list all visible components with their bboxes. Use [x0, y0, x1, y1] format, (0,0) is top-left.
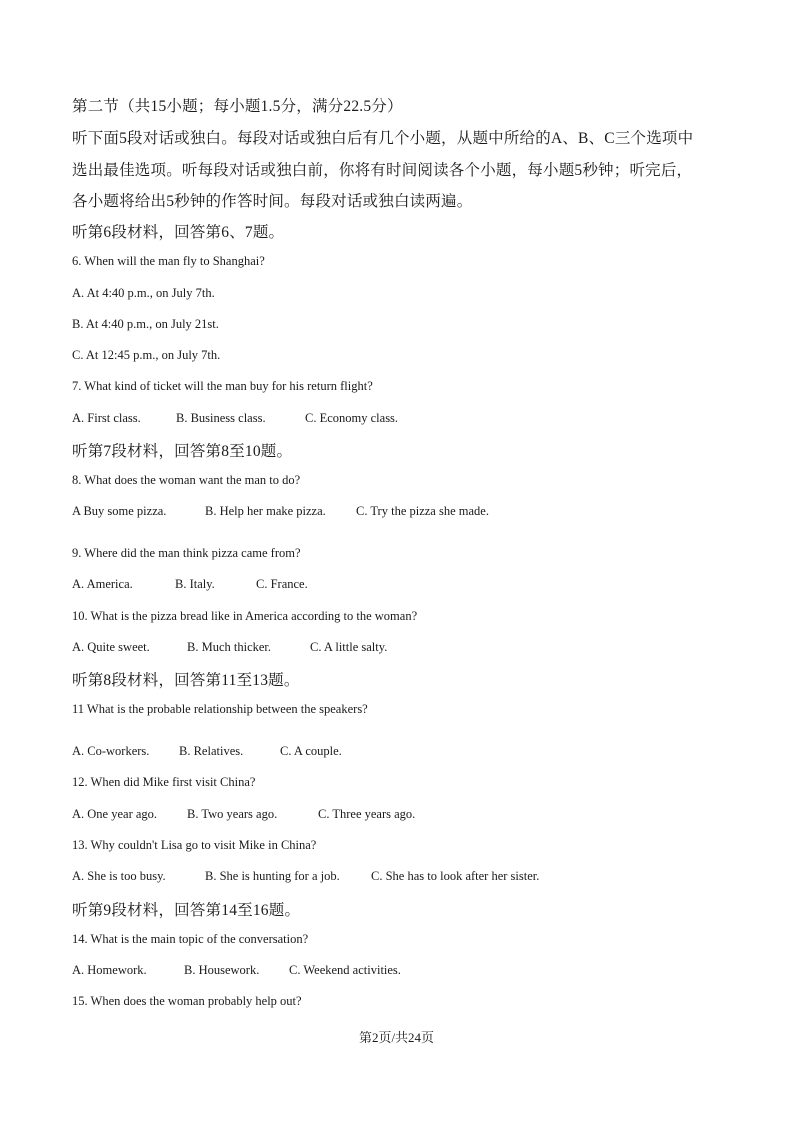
- question-11-option-b: B. Relatives.: [179, 744, 244, 758]
- question-13-option-a: A. She is too busy.: [72, 869, 166, 883]
- group-heading-9: 听第9段材料，回答第14至16题。: [72, 902, 301, 919]
- group-heading-6: 听第6段材料，回答第6、7题。: [72, 224, 285, 241]
- instructions-line-2: 选出最佳选项。听每段对话或独白前，你将有时间阅读各个小题，每小题5秒钟；听完后，: [72, 162, 693, 179]
- question-9-option-b: B. Italy.: [175, 577, 215, 591]
- question-11: 11 What is the probable relationship between the speakers?: [72, 702, 368, 716]
- group-heading-8: 听第8段材料，回答第11至13题。: [72, 672, 300, 689]
- question-13-option-b: B. She is hunting for a job.: [205, 869, 340, 883]
- question-12-options: [72, 807, 415, 822]
- question-10-option-a: A. Quite sweet.: [72, 640, 150, 654]
- question-8-options: [72, 504, 489, 519]
- question-13-option-c: C. She has to look after her sister.: [371, 869, 540, 883]
- question-6: 6. When will the man fly to Shanghai?: [72, 254, 265, 268]
- question-7-option-b: B. Business class.: [176, 411, 266, 425]
- question-6-option-c: C. At 12:45 p.m., on July 7th.: [72, 348, 221, 362]
- question-11-options: [72, 744, 342, 759]
- question-9-options: [72, 577, 308, 592]
- question-12-option-c: C. Three years ago.: [318, 807, 416, 821]
- question-14-option-a: A. Homework.: [72, 963, 147, 977]
- question-7-options: [72, 411, 398, 426]
- question-7: 7. What kind of ticket will the man buy for his return flight?: [72, 379, 373, 393]
- instructions-line-1: 听下面5段对话或独白。每段对话或独白后有几个小题，从题中所给的A、B、C三个选项中: [72, 130, 694, 147]
- question-14-options: [72, 963, 401, 978]
- question-12-option-b: B. Two years ago.: [187, 807, 278, 821]
- question-9: 9. Where did the man think pizza came from?: [72, 546, 301, 560]
- question-15: 15. When does the woman probably help out?: [72, 994, 302, 1008]
- question-8-option-a: A Buy some pizza.: [72, 504, 167, 518]
- question-12-option-a: A. One year ago.: [72, 807, 158, 821]
- question-10-option-b: B. Much thicker.: [187, 640, 272, 654]
- question-10-options: [72, 640, 387, 655]
- page-number: 第2页/共24页: [358, 1030, 435, 1045]
- question-8: 8. What does the woman want the man to do?: [72, 473, 301, 487]
- question-10-option-c: C. A little salty.: [310, 640, 388, 654]
- question-8-option-c: C. Try the pizza she made.: [356, 504, 489, 518]
- question-6-option-b: B. At 4:40 p.m., on July 21st.: [72, 317, 219, 331]
- question-8-option-b: B. Help her make pizza.: [205, 504, 326, 518]
- instructions-line-3: 各小题将给出5秒钟的作答时间。每段对话或独白读两遍。: [72, 193, 473, 210]
- question-14-option-c: C. Weekend activities.: [289, 963, 401, 977]
- question-10: 10. What is the pizza bread like in America according to the woman?: [72, 609, 418, 623]
- question-6-option-a: A. At 4:40 p.m., on July 7th.: [72, 286, 215, 300]
- group-heading-7: 听第7段材料，回答第8至10题。: [72, 443, 293, 460]
- question-7-option-c: C. Economy class.: [305, 411, 399, 425]
- question-9-option-a: A. America.: [72, 577, 133, 591]
- question-11-option-a: A. Co-workers.: [72, 744, 150, 758]
- question-13: 13. Why couldn't Lisa go to visit Mike in China?: [72, 838, 317, 852]
- section-title: 第二节（共15小题；每小题1.5分，满分22.5分）: [72, 98, 403, 115]
- question-12: 12. When did Mike first visit China?: [72, 775, 256, 789]
- question-13-options: [72, 869, 539, 884]
- question-9-option-c: C. France.: [256, 577, 308, 591]
- question-7-option-a: A. First class.: [72, 411, 141, 425]
- question-14: 14. What is the main topic of the conversation?: [72, 932, 309, 946]
- question-14-option-b: B. Housework.: [184, 963, 260, 977]
- question-11-option-c: C. A couple.: [280, 744, 342, 758]
